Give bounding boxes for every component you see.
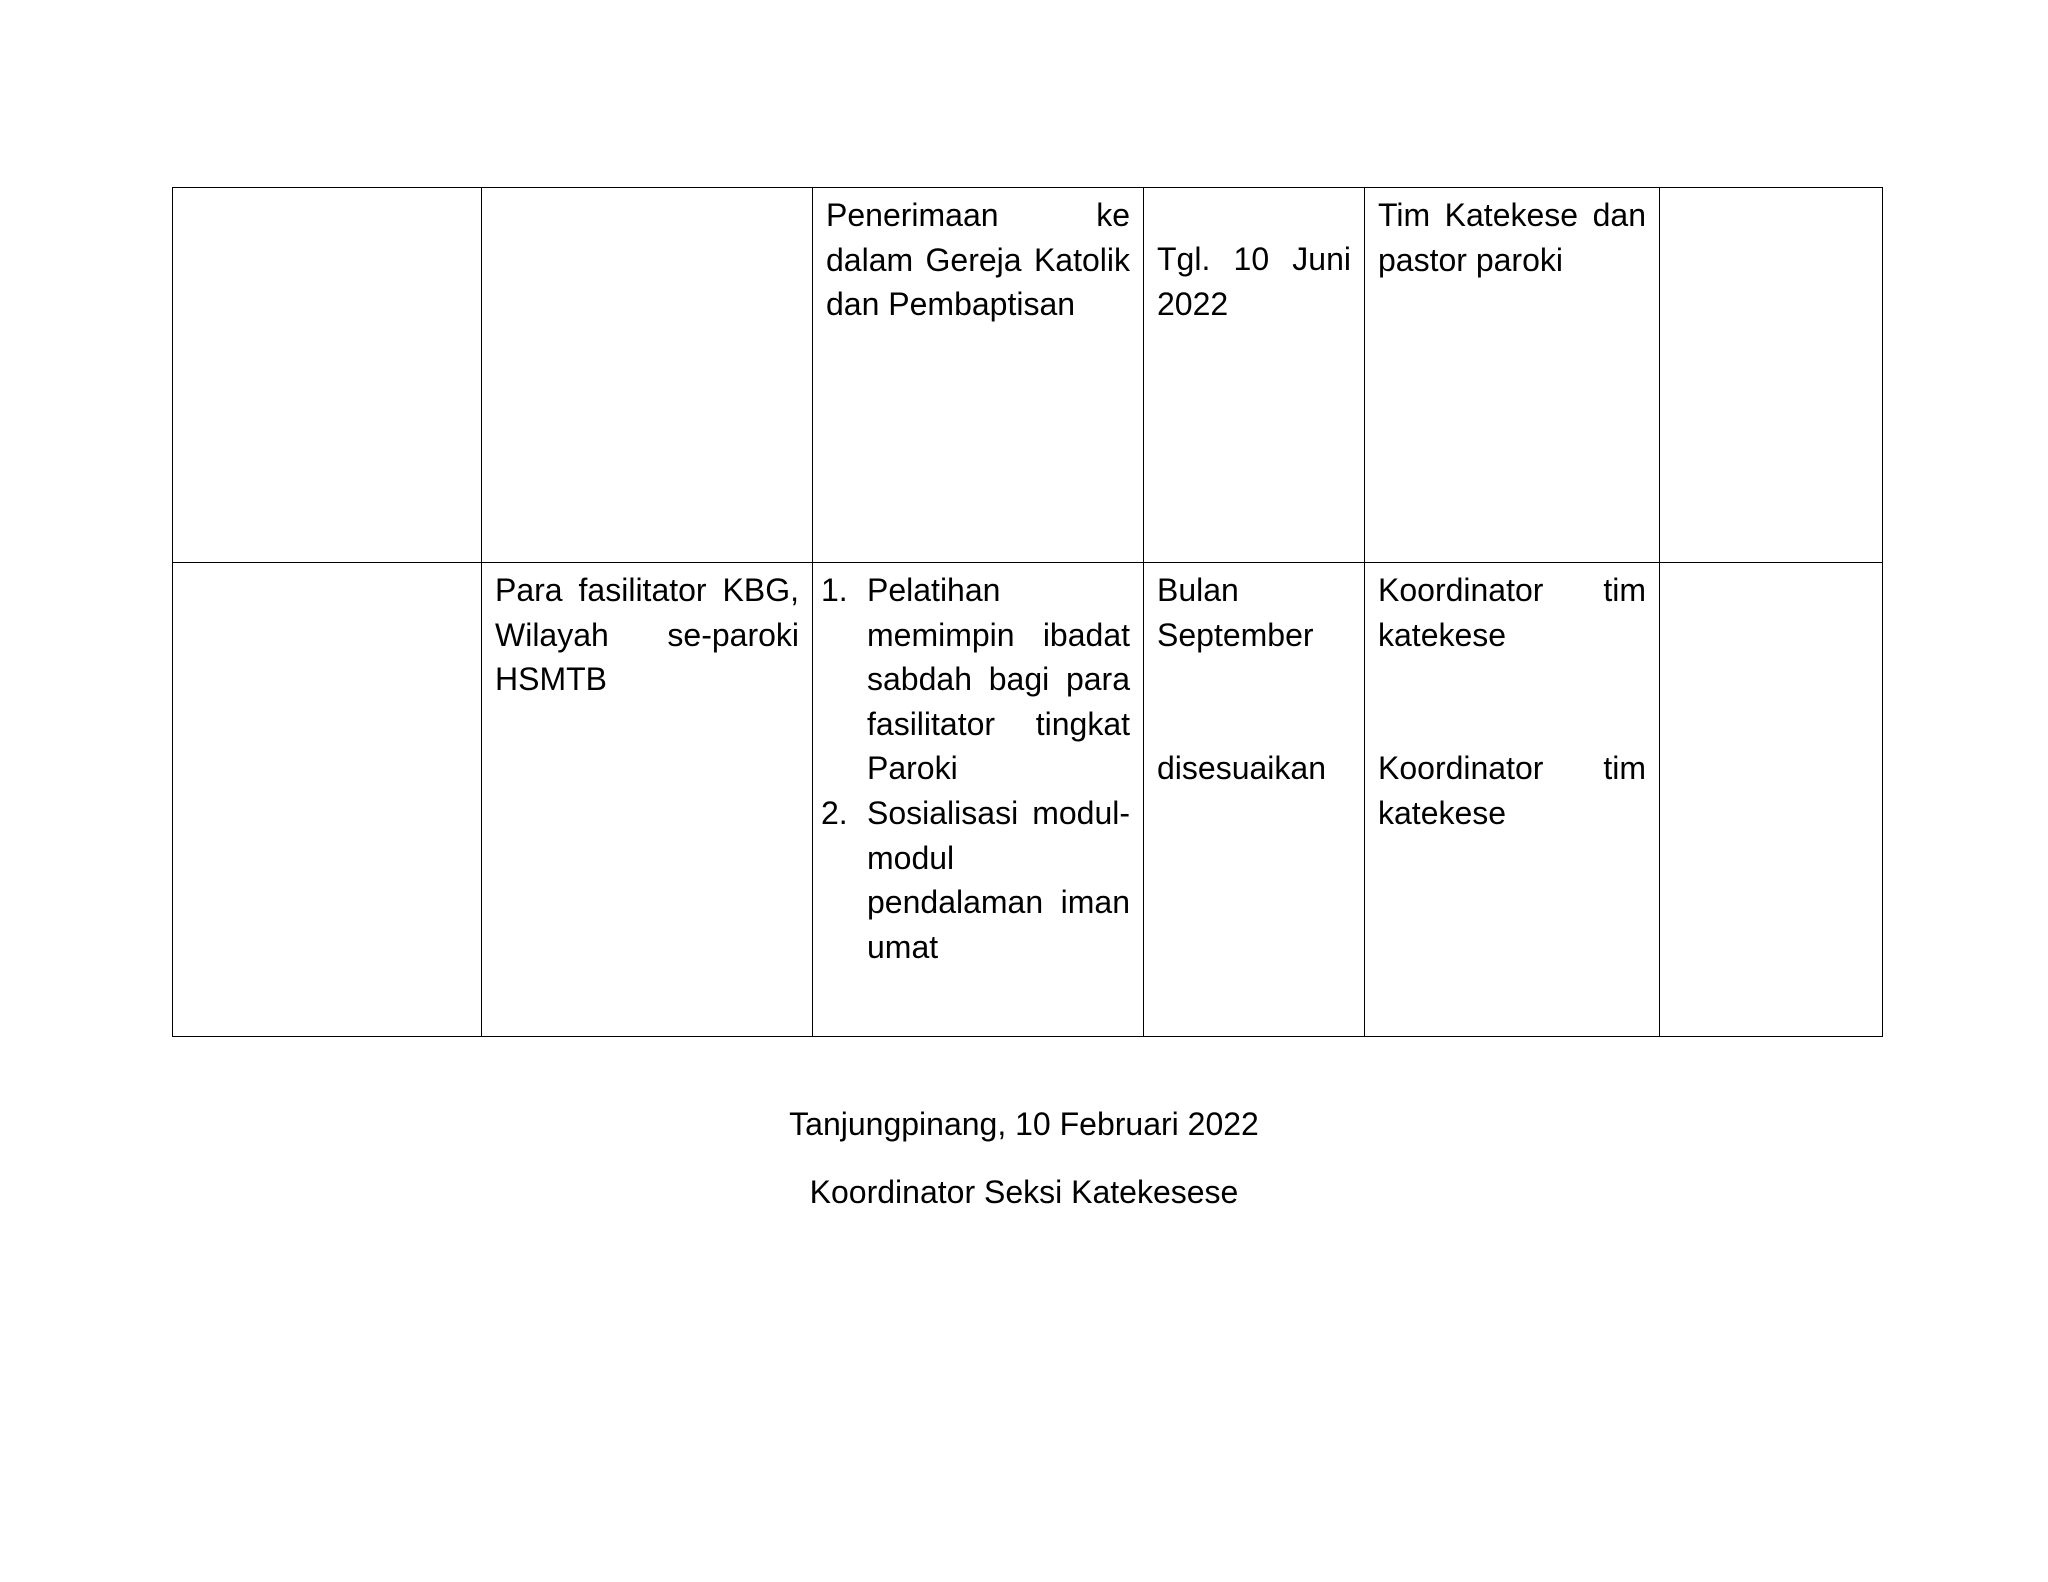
list-item — [821, 791, 1130, 969]
penanggung-jawab-text: Koordinator tim katekese — [1378, 572, 1646, 653]
spacer — [1157, 702, 1351, 747]
table-cell-sasaran — [482, 563, 813, 1037]
table-row — [173, 188, 1883, 563]
table-cell-empty — [1660, 188, 1883, 563]
table-row — [173, 563, 1883, 1037]
penanggung-jawab-text: Koordinator tim katekese — [1378, 750, 1646, 831]
spacer — [1157, 657, 1351, 702]
signer-title: Koordinator Seksi Katekesese — [809, 1174, 1239, 1210]
place-date: Tanjungpinang, 10 Februari 2022 — [789, 1106, 1259, 1142]
table-cell-kegiatan — [813, 188, 1144, 563]
penanggung-jawab-text: Tim Katekese dan pastor paroki — [1378, 197, 1646, 278]
list-text: Pelatihan memimpin ibadat sabdah bagi para fasilitator tingkat Paroki — [867, 572, 1130, 787]
table-cell-empty — [173, 563, 482, 1037]
table-cell-empty — [173, 188, 482, 563]
table-cell-kegiatan-list — [813, 563, 1144, 1037]
table-cell-penanggung-jawab — [1365, 563, 1660, 1037]
table-cell-waktu — [1144, 563, 1365, 1037]
table-cell-empty — [1660, 563, 1883, 1037]
spacer — [1378, 657, 1646, 702]
kegiatan-list — [821, 568, 1130, 969]
sasaran-text: Para fasilitator KBG, Wilayah se-paroki HSMTB — [495, 572, 799, 698]
list-number: 1. — [821, 572, 848, 608]
table-cell-empty — [482, 188, 813, 563]
table-cell-penanggung-jawab — [1365, 188, 1660, 563]
table-cell-waktu — [1144, 188, 1365, 563]
kegiatan-text: Penerimaan ke dalam Gereja Katolik dan Pembaptisan — [826, 197, 1130, 323]
spacer — [1378, 702, 1646, 747]
activity-table — [172, 187, 1883, 1037]
waktu-text: disesuaikan — [1157, 750, 1326, 787]
list-item — [821, 568, 1130, 791]
list-text: Sosialisasi modul-modul pendalaman iman umat — [867, 794, 1130, 965]
waktu-text: Bulan September — [1157, 572, 1314, 653]
waktu-text: Tgl. 10 Juni 2022 — [1157, 241, 1351, 322]
list-number: 2. — [821, 794, 848, 831]
